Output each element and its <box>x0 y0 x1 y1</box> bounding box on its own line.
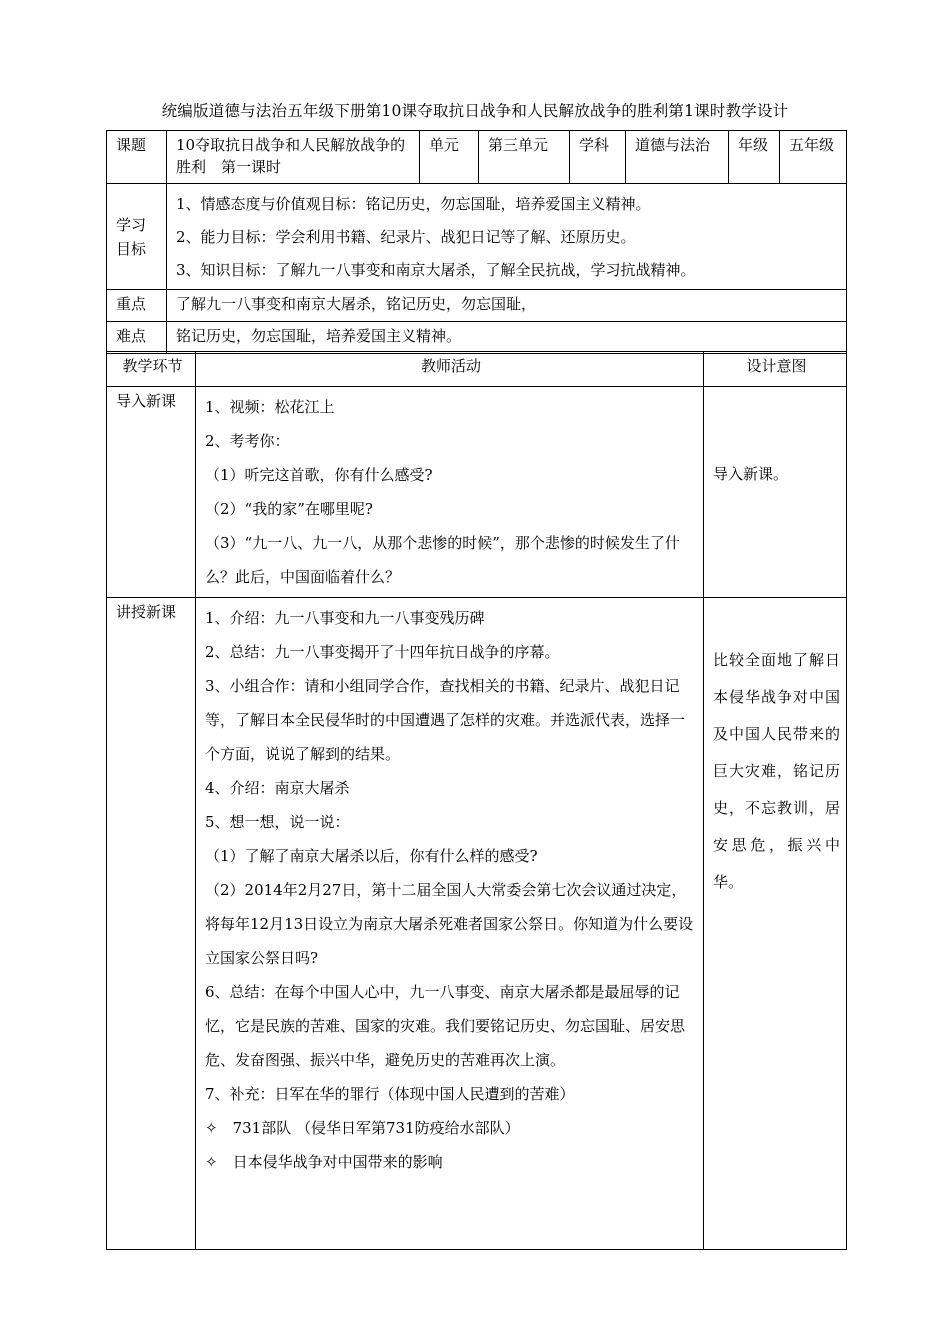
difficult-point-value: 铭记历史，勿忘国耻，培养爱国主义精神。 <box>167 322 847 354</box>
key-point-label: 重点 <box>107 290 167 322</box>
grade-value: 五年级 <box>780 131 847 184</box>
activity-line: 4、介绍：南京大屠杀 <box>205 779 350 797</box>
stage-intent: 导入新课。 <box>704 387 847 598</box>
objectives-list <box>167 184 847 290</box>
activity-line: 1、视频：松花江上 <box>205 398 335 416</box>
subject-label: 学科 <box>570 131 626 184</box>
stage-intent: 比较全面地了解日本侵华战争对中国及中国人民带来的巨大灾难，铭记历史，不忘教训，居安思危，振兴中华。 <box>704 598 847 1250</box>
intent-header: 设计意图 <box>704 352 847 387</box>
subject-value: 道德与法治 <box>626 131 729 184</box>
stage-activities <box>196 387 704 598</box>
difficult-point-label: 难点 <box>107 322 167 354</box>
activity-line: （3）“九一八、九一八，从那个悲惨的时候”，那个悲惨的时候发生了什么？此后，中国面临着什么？ <box>205 534 680 586</box>
activity-line: 5、想一想，说一说： <box>205 813 350 831</box>
activity-line: 6、总结：在每个中国人心中，九一八事变、南京大屠杀都是最屈辱的记忆，它是民族的苦难、国家的灾难。我们要铭记历史、勿忘国耻、居安思危、发奋图强、振兴中华，避免历史的苦难再次上演。 <box>205 983 686 1069</box>
activity-line: 7、补充：日军在华的罪行（体现中国人民遭到的苦难） <box>205 1085 575 1103</box>
activity-line: 3、小组合作：请和小组同学合作，查找相关的书籍、纪录片、战犯日记等，了解日本全民侵华时的中国遭遇了怎样的灾难。并选派代表，选择一个方面，说说了解到的结果。 <box>205 677 686 763</box>
activity-line: 1、介绍：九一八事变和九一八事变残历碑 <box>205 609 485 627</box>
teaching-process-table <box>106 351 847 1250</box>
key-point-value: 了解九一八事变和南京大屠杀，铭记历史，勿忘国耻， <box>167 290 847 322</box>
activity-line: ✧ 731部队 （侵华日军第731防疫给水部队） <box>205 1119 520 1137</box>
objective-item: 2、能力目标：学会利用书籍、纪录片、战犯日记等了解、还原历史。 <box>176 228 636 246</box>
stage-name: 导入新课 <box>107 387 196 598</box>
lesson-info-table <box>106 130 847 354</box>
activity-header: 教师活动 <box>196 352 704 387</box>
stage-activities <box>196 598 704 1250</box>
grade-label: 年级 <box>729 131 780 184</box>
objective-item: 3、知识目标：了解九一八事变和南京大屠杀，了解全民抗战，学习抗战精神。 <box>176 261 696 279</box>
activity-line: 2、考考你： <box>205 432 290 450</box>
topic-label: 课题 <box>107 131 167 184</box>
topic-value: 10夺取抗日战争和人民解放战争的胜利 第一课时 <box>167 131 420 184</box>
document-title: 统编版道德与法治五年级下册第10课夺取抗日战争和人民解放战争的胜利第1课时教学设计 <box>161 102 789 120</box>
objective-item: 1、情感态度与价值观目标：铭记历史，勿忘国耻，培养爱国主义精神。 <box>176 195 651 213</box>
objectives-label-text: 学习目标 <box>116 215 147 258</box>
stage-header: 教学环节 <box>107 352 196 387</box>
activity-line: （2）“我的家”在哪里呢? <box>205 500 373 518</box>
activity-line: 2、总结：九一八事变揭开了十四年抗日战争的序幕。 <box>205 643 560 661</box>
activity-line: （1）听完这首歌，你有什么感受? <box>205 466 433 484</box>
activity-line: （1）了解了南京大屠杀以后，你有什么样的感受? <box>205 847 538 865</box>
activity-line: ✧ 日本侵华战争对中国带来的影响 <box>205 1153 443 1171</box>
objectives-label <box>107 184 167 290</box>
activity-line: （2）2014年2月27日，第十二届全国人大常委会第七次会议通过决定，将每年12月13日设立为南京大屠杀死难者国家公祭日。你知道为什么要设立国家公祭日吗? <box>205 881 694 967</box>
unit-value: 第三单元 <box>479 131 570 184</box>
stage-name: 讲授新课 <box>107 598 196 1250</box>
unit-label: 单元 <box>420 131 479 184</box>
